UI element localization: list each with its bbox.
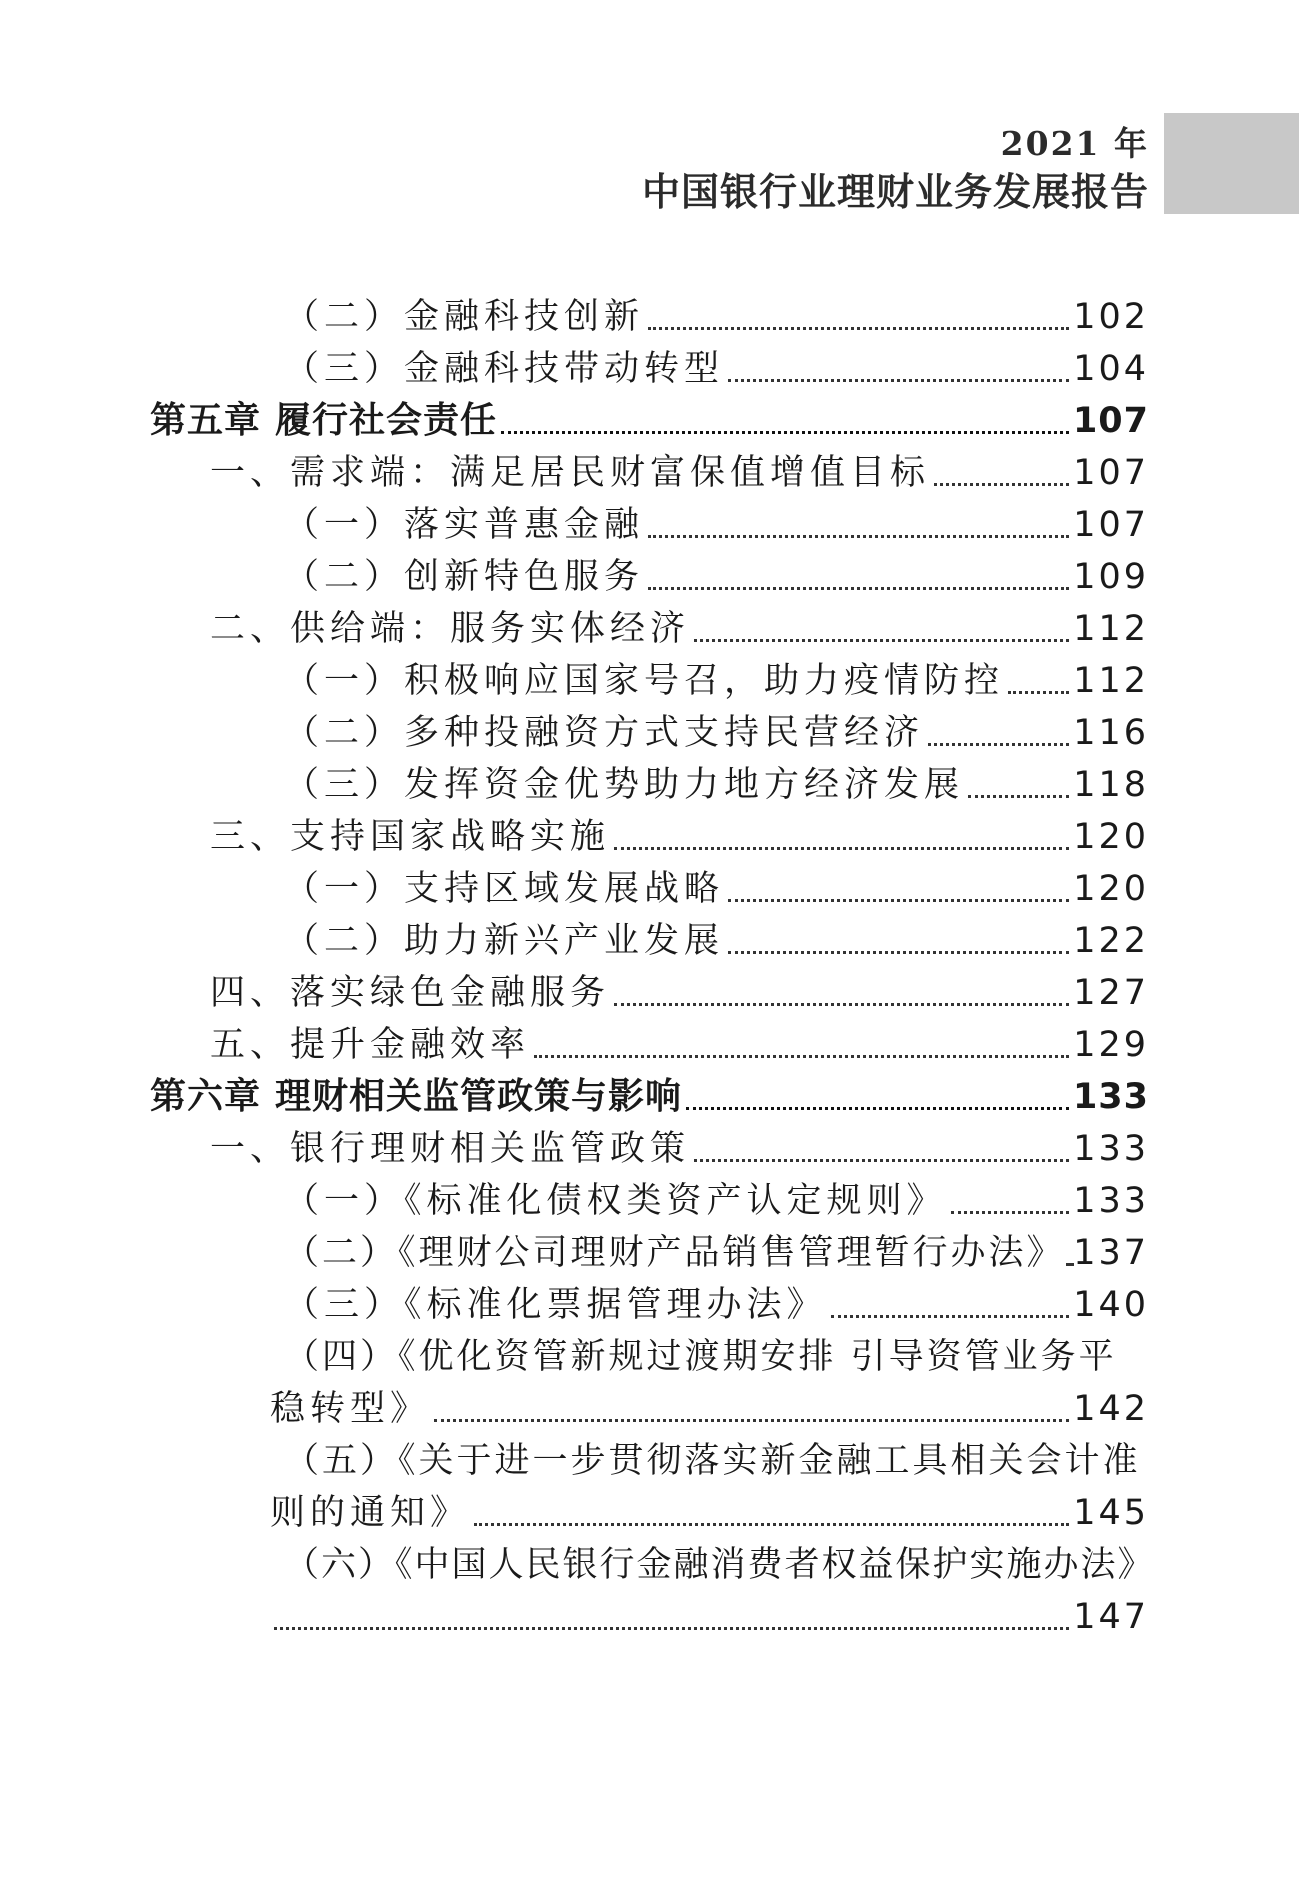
- toc-entry[interactable]: [0, 548, 1149, 600]
- chapter-title: 理财相关监管政策与影响: [275, 1076, 683, 1117]
- toc-entry-label: （三）《标准化票据管理办法》: [284, 1285, 827, 1325]
- chapter-number: 第六章: [150, 1076, 262, 1117]
- dot-leader: [934, 483, 1069, 486]
- toc-entry-label: （二）创新特色服务: [284, 557, 645, 597]
- toc-entry-page: 120: [1073, 817, 1149, 857]
- toc-entry-page: 133: [1073, 1181, 1149, 1221]
- toc-entry-page: 112: [1073, 661, 1149, 701]
- toc-entry-page: 147: [1073, 1597, 1149, 1637]
- toc-entry-line2[interactable]: [0, 1380, 1149, 1432]
- toc-entry[interactable]: [0, 704, 1149, 756]
- dot-leader: [728, 899, 1069, 902]
- toc-entry-page: 109: [1073, 557, 1149, 597]
- dot-leader: [694, 639, 1069, 642]
- toc-section[interactable]: [0, 600, 1149, 652]
- toc-entry-line1[interactable]: [0, 1328, 1149, 1380]
- page-edge-tab: [1164, 113, 1299, 214]
- toc-entry-label: （一）积极响应国家号召，助力疫情防控: [284, 661, 1005, 701]
- dot-leader: [728, 379, 1069, 382]
- toc-entry-label: （四）《优化资管新规过渡期安排 引导资管业务平: [284, 1337, 1117, 1377]
- toc-entry-label: 一、银行理财相关监管政策: [210, 1129, 691, 1169]
- toc-entry[interactable]: [0, 1172, 1149, 1224]
- chapter-title: 履行社会责任: [275, 400, 498, 441]
- toc-entry-page: 122: [1073, 921, 1149, 961]
- toc-entry-page: 142: [1073, 1389, 1149, 1429]
- dot-leader: [648, 327, 1069, 330]
- toc-section[interactable]: [0, 964, 1149, 1016]
- toc-entry-page: 116: [1073, 713, 1149, 753]
- toc-entry-label: 一、需求端：满足居民财富保值增值目标: [210, 453, 931, 493]
- toc-entry-label: （二）金融科技创新: [284, 297, 645, 337]
- running-header: [642, 122, 1149, 218]
- toc-entry-label: （一）《标准化债权类资产认定规则》: [284, 1181, 947, 1221]
- dot-leader: [928, 743, 1069, 746]
- toc-entry-label: （一）落实普惠金融: [284, 505, 645, 545]
- toc-entry-label: 二、供给端：服务实体经济: [210, 609, 691, 649]
- toc-entry-page: 104: [1073, 349, 1149, 389]
- toc-entry-page: 129: [1073, 1025, 1149, 1065]
- dot-leader: [1069, 1263, 1070, 1266]
- toc-entry-page: 107: [1073, 453, 1149, 493]
- toc-chapter[interactable]: [0, 392, 1149, 444]
- toc-entry-line1[interactable]: [0, 1432, 1149, 1484]
- dot-leader: [1008, 691, 1069, 694]
- dot-leader: [534, 1055, 1069, 1058]
- toc-section[interactable]: [0, 1120, 1149, 1172]
- dot-leader: [474, 1523, 1069, 1526]
- toc-entry-page: 102: [1073, 297, 1149, 337]
- toc-entry-line2[interactable]: [0, 1588, 1149, 1640]
- toc-entry-label: （五）《关于进一步贯彻落实新金融工具相关会计准: [284, 1441, 1141, 1481]
- header-year: 2021 年: [1000, 124, 1149, 163]
- dot-leader: [501, 431, 1069, 434]
- toc-entry-label: （六）《中国人民银行金融消费者权益保护实施办法》: [284, 1545, 1155, 1585]
- toc-entry-page: 107: [1073, 505, 1149, 545]
- toc-entry[interactable]: [0, 288, 1149, 340]
- toc-entry[interactable]: [0, 496, 1149, 548]
- toc-entry-label: 则的通知》: [270, 1493, 471, 1533]
- dot-leader: [728, 951, 1069, 954]
- toc-entry-page: 127: [1073, 973, 1149, 1013]
- toc-entry-page: 140: [1073, 1285, 1149, 1325]
- dot-leader: [274, 1627, 1069, 1630]
- toc-entry-label: （三）金融科技带动转型: [284, 349, 725, 389]
- toc-section[interactable]: [0, 1016, 1149, 1068]
- toc-entry[interactable]: [0, 652, 1149, 704]
- toc-entry-label: （二）《理财公司理财产品销售管理暂行办法》: [284, 1233, 1065, 1273]
- toc-entry-page: 133: [1073, 1129, 1149, 1169]
- dot-leader: [614, 847, 1069, 850]
- header-title: 中国银行业理财业务发展报告: [641, 169, 1149, 214]
- toc-entry-page: 118: [1073, 765, 1149, 805]
- toc-section[interactable]: [0, 444, 1149, 496]
- toc-entry-label: （二）助力新兴产业发展: [284, 921, 725, 961]
- toc-entry[interactable]: [0, 340, 1149, 392]
- dot-leader: [968, 795, 1069, 798]
- toc-chapter[interactable]: [0, 1068, 1149, 1120]
- toc-entry-label: 三、支持国家战略实施: [210, 817, 611, 857]
- toc-entry-label: （一）支持区域发展战略: [284, 869, 725, 909]
- dot-leader: [694, 1159, 1069, 1162]
- dot-leader: [831, 1315, 1070, 1318]
- toc-entry[interactable]: [0, 1224, 1149, 1276]
- toc-entry-page: 137: [1073, 1233, 1149, 1273]
- dot-leader: [648, 535, 1069, 538]
- toc-entry-label: （三）发挥资金优势助力地方经济发展: [284, 765, 965, 805]
- toc-entry-page: 107: [1072, 401, 1149, 441]
- toc-entry-page: 120: [1073, 869, 1149, 909]
- toc-entry-label: （二）多种投融资方式支持民营经济: [284, 713, 925, 753]
- toc-entry-page: 133: [1072, 1077, 1149, 1117]
- toc-entry[interactable]: [0, 756, 1149, 808]
- toc-entry-label: 四、落实绿色金融服务: [210, 973, 611, 1013]
- dot-leader: [434, 1419, 1069, 1422]
- toc-entry-label: 稳转型》: [270, 1389, 431, 1429]
- dot-leader: [614, 1003, 1069, 1006]
- toc-entry[interactable]: [0, 860, 1149, 912]
- dot-leader: [648, 587, 1069, 590]
- toc-entry-page: 112: [1073, 609, 1149, 649]
- toc-entry-page: 145: [1073, 1493, 1149, 1533]
- dot-leader: [951, 1211, 1070, 1214]
- toc-entry-line1[interactable]: [0, 1536, 1155, 1588]
- toc-section[interactable]: [0, 808, 1149, 860]
- chapter-number: 第五章: [150, 400, 262, 441]
- toc-entry[interactable]: [0, 912, 1149, 964]
- dot-leader: [686, 1107, 1069, 1110]
- toc-entry-label: 五、提升金融效率: [210, 1025, 531, 1065]
- toc-entry-line2[interactable]: [0, 1484, 1149, 1536]
- toc-entry[interactable]: [0, 1276, 1149, 1328]
